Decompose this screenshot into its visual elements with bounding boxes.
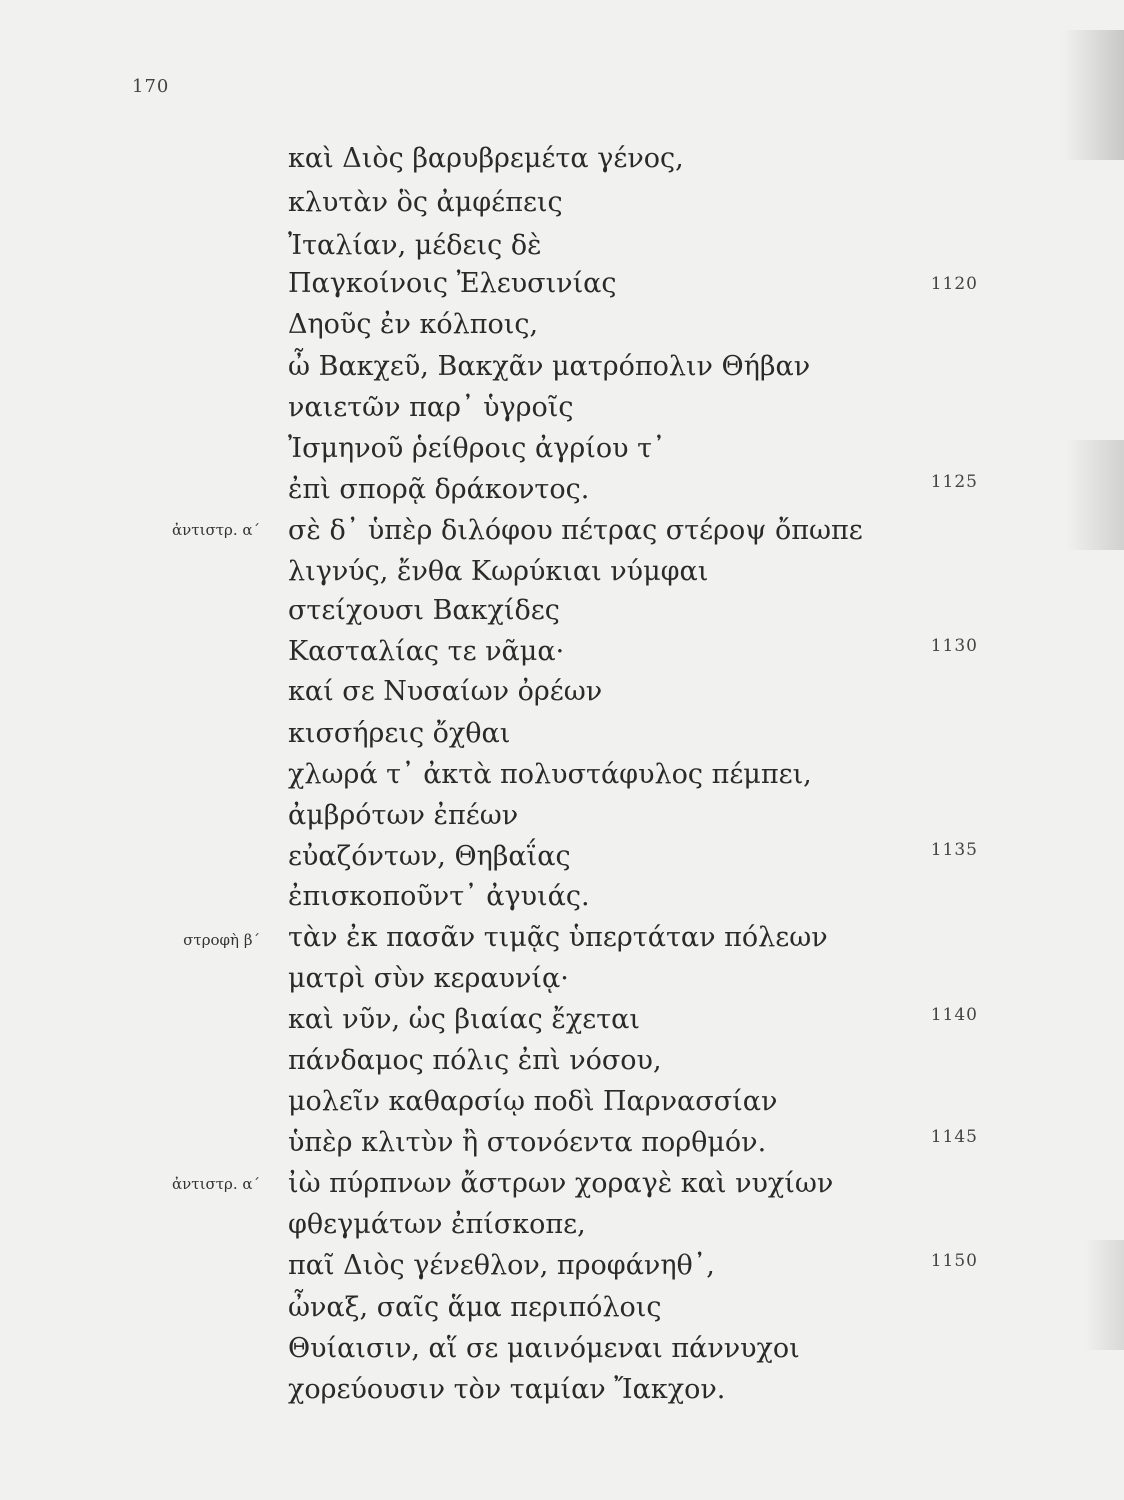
- line-number: 1120: [930, 274, 978, 294]
- verse-line: σὲ δ᾽ ὑπὲρ διλόφου πέτρας στέροψ ὄπωπε: [288, 515, 863, 546]
- line-number: 1130: [930, 636, 978, 656]
- verse-line: εὐαζόντων, Θηβαΐας: [288, 841, 571, 872]
- verse-line: ὦναξ, σαῖς ἅμα περιπόλοις: [288, 1292, 662, 1323]
- verse-line: μολεῖν καθαρσίῳ ποδὶ Παρνασσίαν: [288, 1086, 778, 1117]
- verse-line: ναιετῶν παρ᾽ ὑγροῖς: [288, 392, 574, 423]
- verse-line: Θυίαισιν, αἵ σε μαινόμεναι πάννυχοι: [288, 1333, 800, 1364]
- verse-line: ὑπὲρ κλιτὺν ἢ στονόεντα πορθμόν.: [288, 1127, 767, 1158]
- section-label-antistrophe: ἀντιστρ. α΄: [172, 1175, 260, 1193]
- verse-line: ὦ Βακχεῦ, Βακχᾶν ματρόπολιν Θήβαν: [288, 351, 811, 382]
- verse-line: Παγκοίνοις Ἐλευσινίας: [288, 268, 617, 299]
- verse-line: ματρὶ σὺν κεραυνίᾳ·: [288, 963, 569, 994]
- verse-line: πάνδαμος πόλις ἐπὶ νόσου,: [288, 1045, 662, 1076]
- verse-line: Κασταλίας τε νᾶμα·: [288, 636, 565, 667]
- verse-line: παῖ Διὸς γένεθλον, προφάνηθ᾽,: [288, 1250, 715, 1281]
- verse-line: Ἰταλίαν, μέδεις δὲ: [288, 230, 542, 261]
- verse-line: χλωρά τ᾽ ἀκτὰ πολυστάφυλος πέμπει,: [288, 759, 812, 790]
- verse-line: κισσήρεις ὄχθαι: [288, 718, 511, 749]
- line-number: 1125: [930, 472, 978, 492]
- verse-line: ἐπισκοποῦντ᾽ ἀγυιάς.: [288, 881, 590, 912]
- verse-line: ἀμβρότων ἐπέων: [288, 800, 519, 831]
- verse-line: στείχουσι Βακχίδες: [288, 595, 560, 626]
- line-number: 1135: [930, 840, 978, 860]
- section-label-antistrophe: ἀντιστρ. α΄: [172, 521, 260, 539]
- verse-line: χορεύουσιν τὸν ταμίαν Ἴακχον.: [288, 1374, 726, 1405]
- verse-line: καὶ νῦν, ὡς βιαίας ἔχεται: [288, 1004, 640, 1035]
- verse-line: καί σε Νυσαίων ὀρέων: [288, 676, 603, 707]
- page-number: 170: [132, 76, 170, 97]
- line-number: 1140: [930, 1005, 978, 1025]
- verse-line: λιγνύς, ἔνθα Κωρύκιαι νύμφαι: [288, 556, 709, 587]
- line-number: 1150: [930, 1251, 978, 1271]
- verse-line: κλυτὰν ὃς ἀμφέπεις: [288, 187, 563, 218]
- verse-line: καὶ Διὸς βαρυβρεμέτα γένος,: [288, 143, 684, 174]
- verse-line: φθεγμάτων ἐπίσκοπε,: [288, 1209, 586, 1240]
- verse-line: τὰν ἐκ πασᾶν τιμᾷς ὑπερτάταν πόλεων: [288, 922, 828, 953]
- section-label-strophe: στροφὴ β΄: [183, 931, 260, 949]
- verse-line: ἰὼ πύρπνων ἄστρων χοραγὲ καὶ νυχίων: [288, 1168, 834, 1199]
- line-number: 1145: [930, 1127, 978, 1147]
- verse-line: Ἰσμηνοῦ ῥείθροις ἀγρίου τ᾽: [288, 433, 666, 464]
- verse-line: Δηοῦς ἐν κόλποις,: [288, 309, 539, 340]
- verse-line: ἐπὶ σπορᾷ δράκοντος.: [288, 474, 590, 505]
